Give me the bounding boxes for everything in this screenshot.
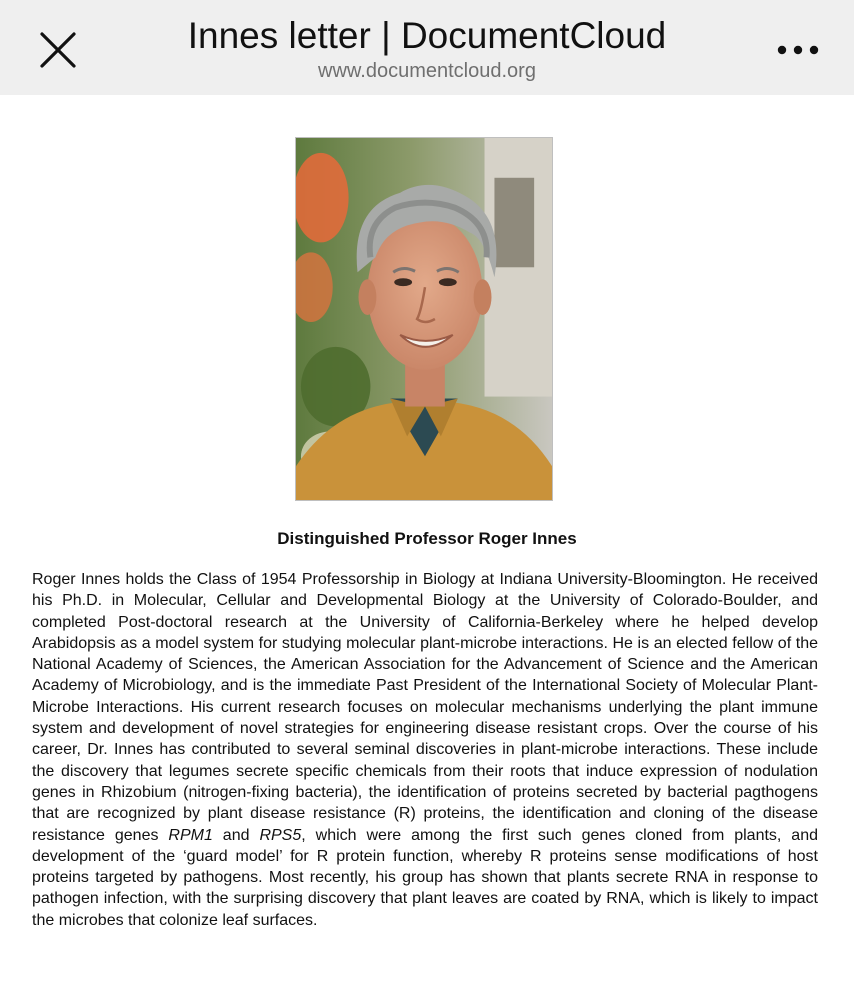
gene-rps5: RPS5 [259,826,302,844]
portrait-photo [295,137,553,501]
document-heading: Distinguished Professor Roger Innes [277,529,577,548]
page-url: www.documentcloud.org [318,60,536,82]
page-title: Innes letter | DocumentCloud [187,15,667,56]
more-options-button[interactable] [770,32,826,68]
browser-top-bar [0,0,854,95]
bio-text-part1: Roger Innes holds the Class of 1954 Professorship in Biology at Indiana University-Bloomington. He received his Ph.D. in Molecular, Cellular and Developmental Biology at the University of Colorado-Boulder, and completed Post-doctoral research at the University of California-Berkeley where he helped develop Arabidopsis as a model system for studying molecular plant-microbe interactions. He is an elected fellow of the National Academy of Sciences, the American Association for the Advancement of Science and the American Academy of Microbiology, and is the immediate Past President of the International Society of Molecular Plant-Microbe Interactions. His current research focuses on molecular mechanisms underlying the plant immune system and development of novel strategies for engineering disease resistant crops. Over the course of his career, Dr. Innes has contributed to several seminal discoveries in plant-microbe interactions. These include the discovery that legumes secrete specific chemicals from their roots that induce expression of nodulation genes in Rhizobium (nitrogen-fixing bacteria), the identification of proteins secreted by bacterial pagthogens that are recognized by plant disease resistance (R) proteins, the identification and cloning of the disease resistance genes [32,571,818,844]
bio-paragraph [32,569,818,931]
gene-rpm1: RPM1 [168,826,213,844]
bio-text-part3: , which were among the first such genes cloned from plants, and development of the ‘guard model’ for R protein function, whereby R proteins sense modifications of host proteins targeted by pathogens. Most recently, his group has shown that plants secrete RNA in response to pathogen infection, with the surprising discovery that plant leaves are coated by RNA, which is likely to impact the microbes that colonize leaf surfaces. [32,826,818,929]
bio-text-part2: and [212,826,260,844]
more-options-icon [770,32,826,68]
